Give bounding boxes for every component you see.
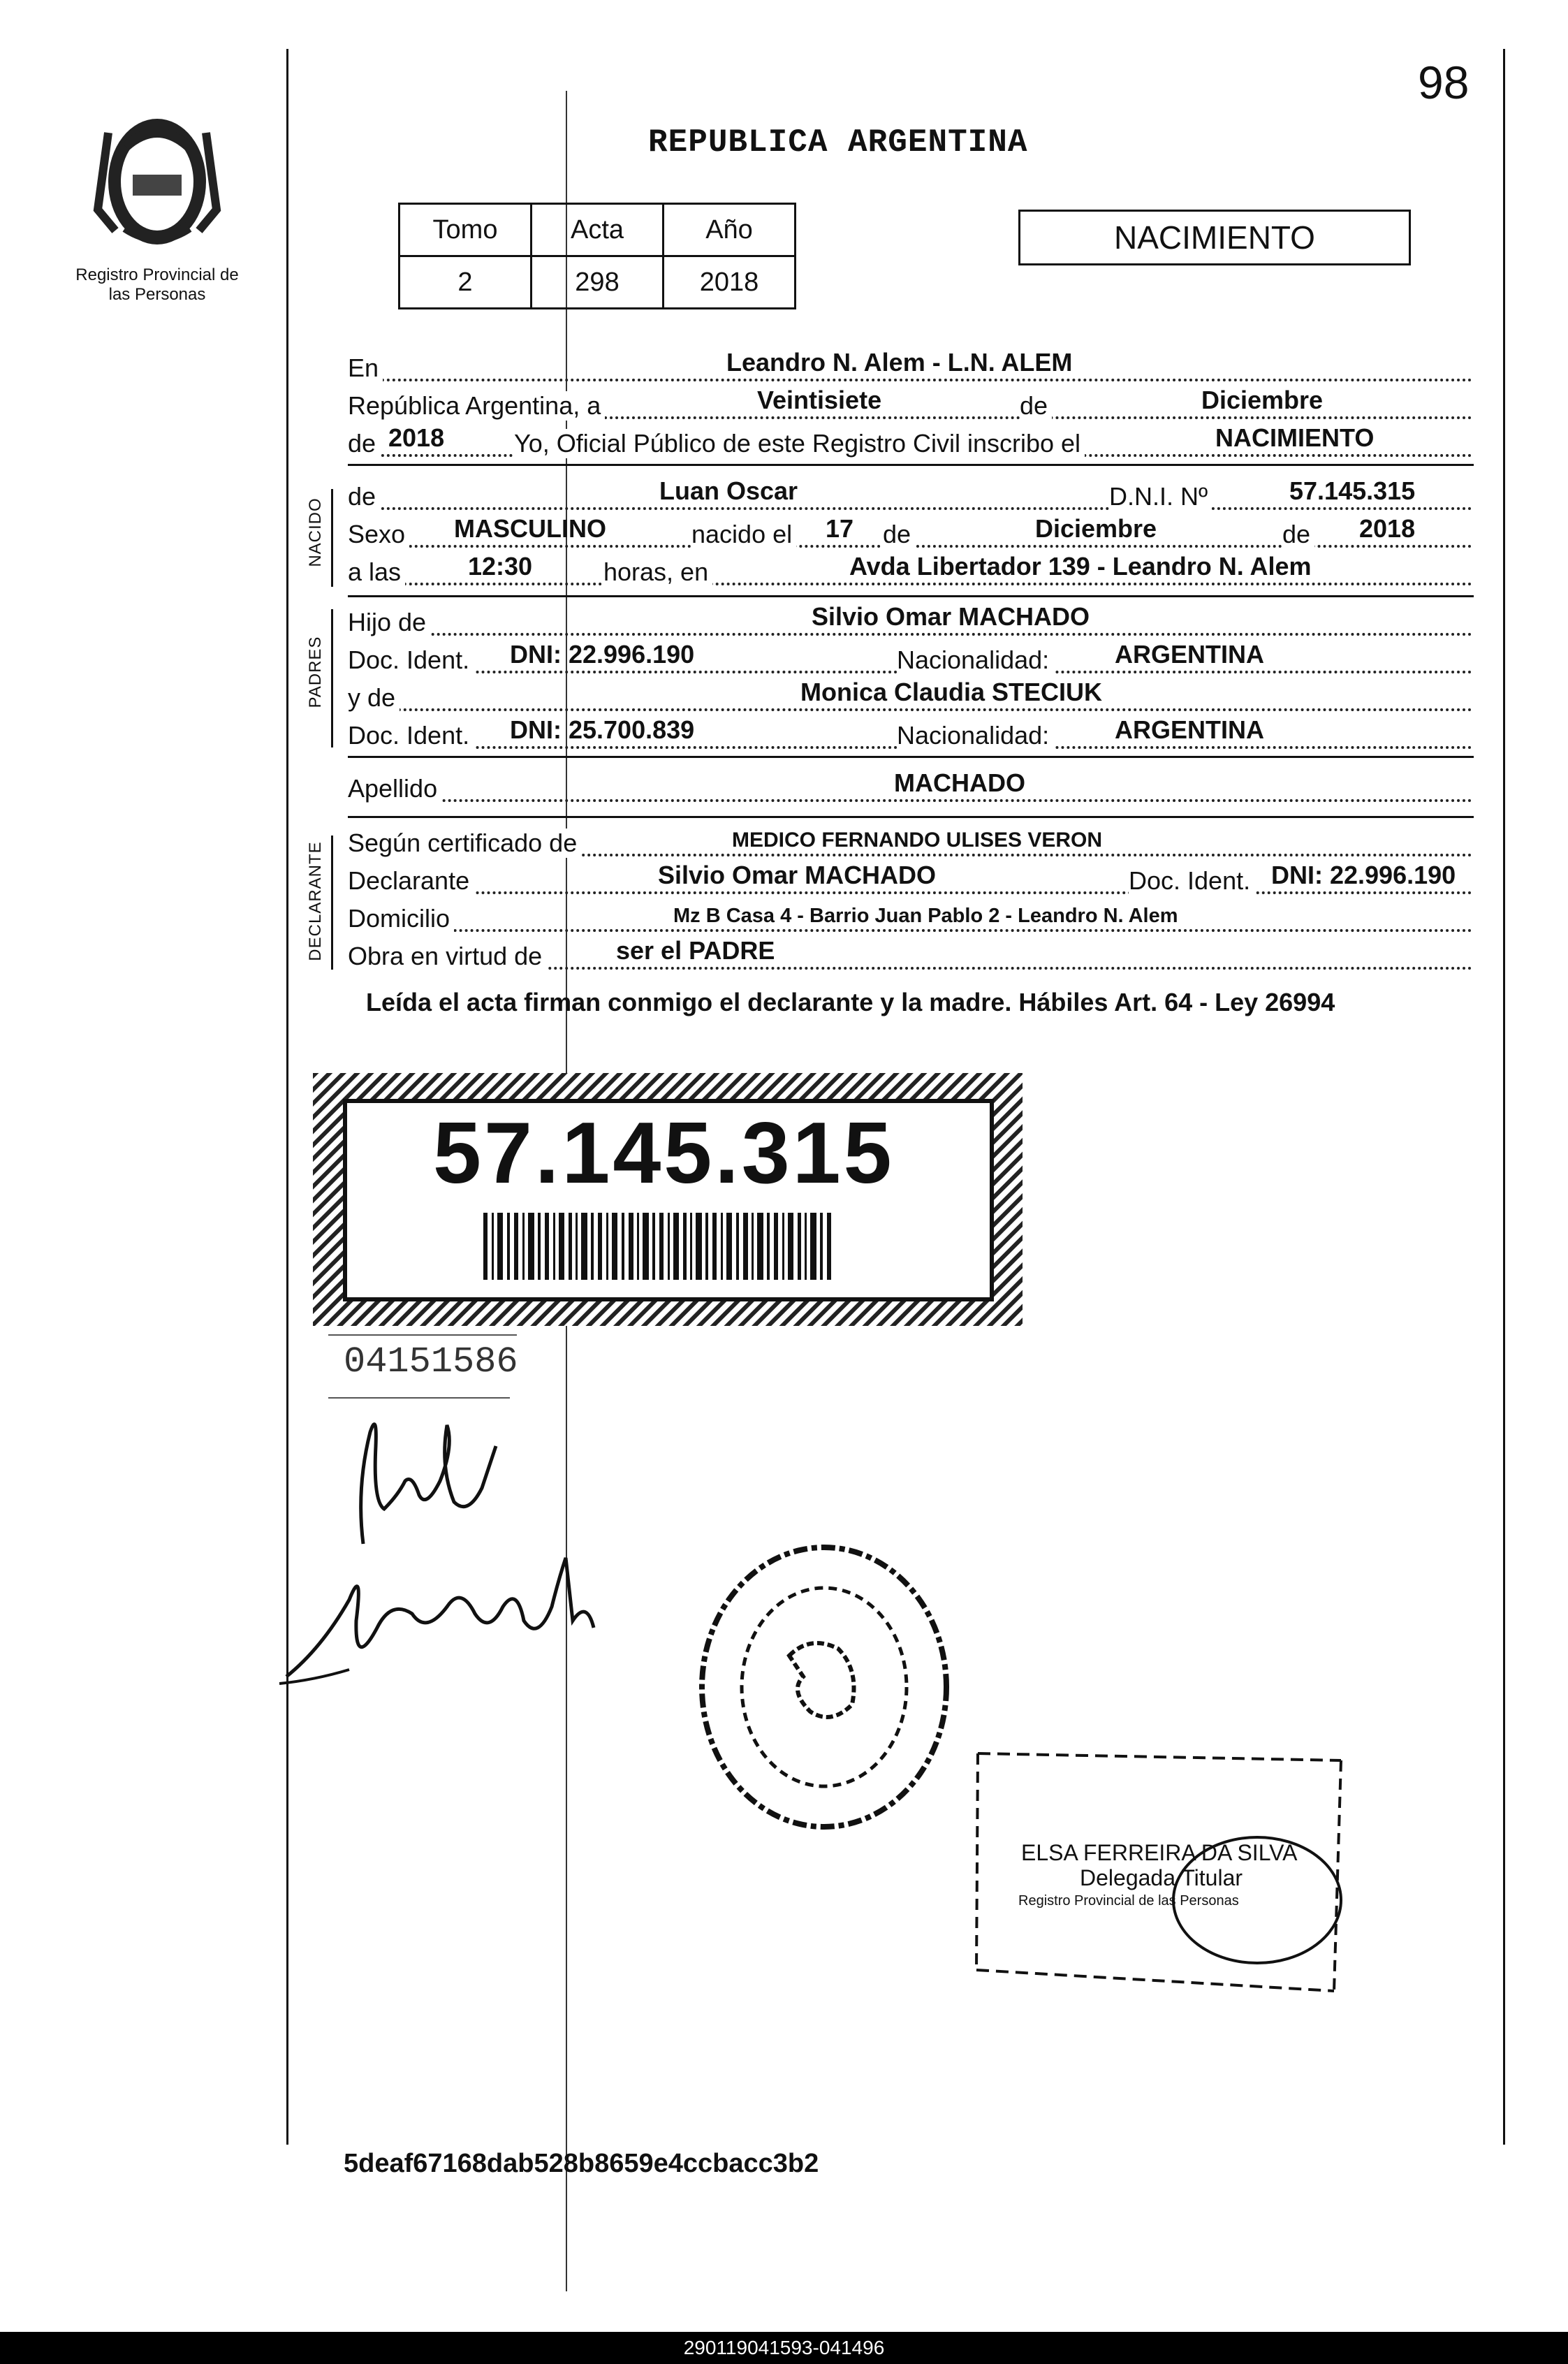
value-tomo: 2 <box>400 256 532 309</box>
section-bar-padres <box>331 609 333 747</box>
value-mother-nat: ARGENTINA <box>1115 715 1264 744</box>
label-father-nat: Nacionalidad: <box>897 645 1053 675</box>
divider-1 <box>348 464 1474 466</box>
signature-declarant <box>335 1404 517 1558</box>
province-seal-logo <box>77 105 237 258</box>
label-declarant: Declarante <box>348 866 474 896</box>
section-label-declarante: DECLARANTE <box>306 841 325 961</box>
label-de-year: de <box>348 429 380 458</box>
value-locality: Leandro N. Alem - L.N. ALEM <box>726 348 1073 377</box>
value-year: 2018 <box>388 423 445 452</box>
value-event: NACIMIENTO <box>1215 423 1375 452</box>
value-mother-doc: DNI: 25.700.839 <box>510 715 695 744</box>
row-place <box>348 348 1472 387</box>
value-father-doc: DNI: 22.996.190 <box>510 640 695 669</box>
divider-2 <box>348 595 1474 597</box>
value-surname: MACHADO <box>894 768 1025 797</box>
footer-code-bar: 290119041593-041496 <box>0 2332 1568 2364</box>
label-en: En <box>348 353 383 383</box>
label-de-birth-year: de <box>1282 520 1314 549</box>
registry-name: Registro Provincial de las Personas <box>75 265 239 304</box>
record-type-box: NACIMIENTO <box>1018 210 1411 265</box>
row-officer <box>348 423 1472 462</box>
divider-3 <box>348 756 1474 758</box>
label-surname: Apellido <box>348 774 441 803</box>
value-ano: 2018 <box>664 256 796 309</box>
row-mother-doc <box>348 715 1472 754</box>
label-role: Obra en virtud de <box>348 942 546 971</box>
page-number: 98 <box>1418 57 1470 108</box>
section-label-nacido: NACIDO <box>306 497 325 567</box>
section-bar-declarante <box>331 836 333 970</box>
row-child-name <box>348 476 1472 516</box>
header-acta: Acta <box>532 204 664 256</box>
label-declarant-doc: Doc. Ident. <box>1129 866 1254 896</box>
value-birth-year: 2018 <box>1359 514 1416 543</box>
row-role <box>348 936 1472 975</box>
value-certificate: MEDICO FERNANDO ULISES VERON <box>732 829 1103 852</box>
value-declarant: Silvio Omar MACHADO <box>658 861 937 889</box>
header-ano: Año <box>664 204 796 256</box>
divider-4 <box>348 816 1474 818</box>
stamp-registry: Registro Provincial de las Personas <box>1018 1893 1239 1909</box>
serial-number: 04151586 <box>344 1341 518 1382</box>
right-margin-line <box>1503 49 1505 2145</box>
dni-large-number: 57.145.315 <box>433 1105 895 1202</box>
value-declarant-doc: DNI: 22.996.190 <box>1271 861 1456 889</box>
row-surname <box>348 768 1472 808</box>
row-mother <box>348 678 1472 717</box>
label-certificate: Según certificado de <box>348 829 581 858</box>
label-country: República Argentina, a <box>348 391 605 421</box>
value-father-nat: ARGENTINA <box>1115 640 1264 669</box>
value-role: ser el PADRE <box>616 936 775 965</box>
value-acta: 298 <box>532 256 664 309</box>
stamp-name: ELSA FERREIRA DA SILVA <box>1021 1840 1298 1865</box>
label-hours: horas, en <box>603 557 712 587</box>
value-father: Silvio Omar MACHADO <box>812 602 1090 631</box>
row-father-doc <box>348 640 1472 679</box>
label-mother-doc: Doc. Ident. <box>348 721 474 750</box>
serial-bottom-line <box>328 1397 510 1399</box>
value-time: 12:30 <box>468 552 533 581</box>
label-child-of: Hijo de <box>348 608 430 637</box>
record-reference-table <box>398 203 796 309</box>
value-day-words: Veintisiete <box>757 386 882 414</box>
label-de-birth-month: de <box>883 520 915 549</box>
label-and: y de <box>348 683 400 713</box>
value-sex: MASCULINO <box>454 514 606 543</box>
header-tomo: Tomo <box>400 204 532 256</box>
row-father <box>348 602 1472 641</box>
value-birth-month: Diciembre <box>1035 514 1157 543</box>
label-de-month: de <box>1020 391 1052 421</box>
document-title: REPUBLICA ARGENTINA <box>648 124 1028 161</box>
row-certificate <box>348 823 1472 862</box>
label-father-doc: Doc. Ident. <box>348 645 474 675</box>
label-officer: Yo, Oficial Público de este Registro Civil inscribo el <box>514 429 1085 458</box>
serial-top-line <box>328 1334 517 1336</box>
value-child-name: Luan Oscar <box>659 476 798 505</box>
row-time-place <box>348 552 1472 591</box>
row-address <box>348 898 1472 937</box>
value-birth-address: Avda Libertador 139 - Leandro N. Alem <box>849 552 1312 581</box>
row-sex-birth <box>348 514 1472 553</box>
label-de-child: de <box>348 482 380 511</box>
label-dni: D.N.I. Nº <box>1109 482 1212 511</box>
row-date <box>348 386 1472 425</box>
value-birth-day: 17 <box>826 514 854 543</box>
section-label-padres: PADRES <box>306 636 325 708</box>
signature-mother <box>272 1537 601 1698</box>
document-hash: 5deaf67168dab528b8659e4ccbacc3b2 <box>344 2149 819 2178</box>
left-margin-line <box>286 49 288 2145</box>
section-bar-nacido <box>331 489 333 587</box>
closing-note: Leída el acta firman conmigo el declarante y la madre. Hábiles Art. 64 - Ley 26994 <box>366 988 1335 1016</box>
value-mother: Monica Claudia STECIUK <box>800 678 1103 706</box>
label-mother-nat: Nacionalidad: <box>897 721 1053 750</box>
label-sex: Sexo <box>348 520 409 549</box>
stamp-role: Delegada Titular <box>1080 1865 1243 1890</box>
official-round-seal <box>691 1537 957 1837</box>
value-child-dni: 57.145.315 <box>1289 476 1416 505</box>
value-month: Diciembre <box>1201 386 1324 414</box>
label-time: a las <box>348 557 405 587</box>
value-address: Mz B Casa 4 - Barrio Juan Pablo 2 - Leandro N. Alem <box>673 905 1178 927</box>
row-declarant <box>348 861 1472 900</box>
label-address: Domicilio <box>348 904 454 933</box>
label-born: nacido el <box>691 520 796 549</box>
